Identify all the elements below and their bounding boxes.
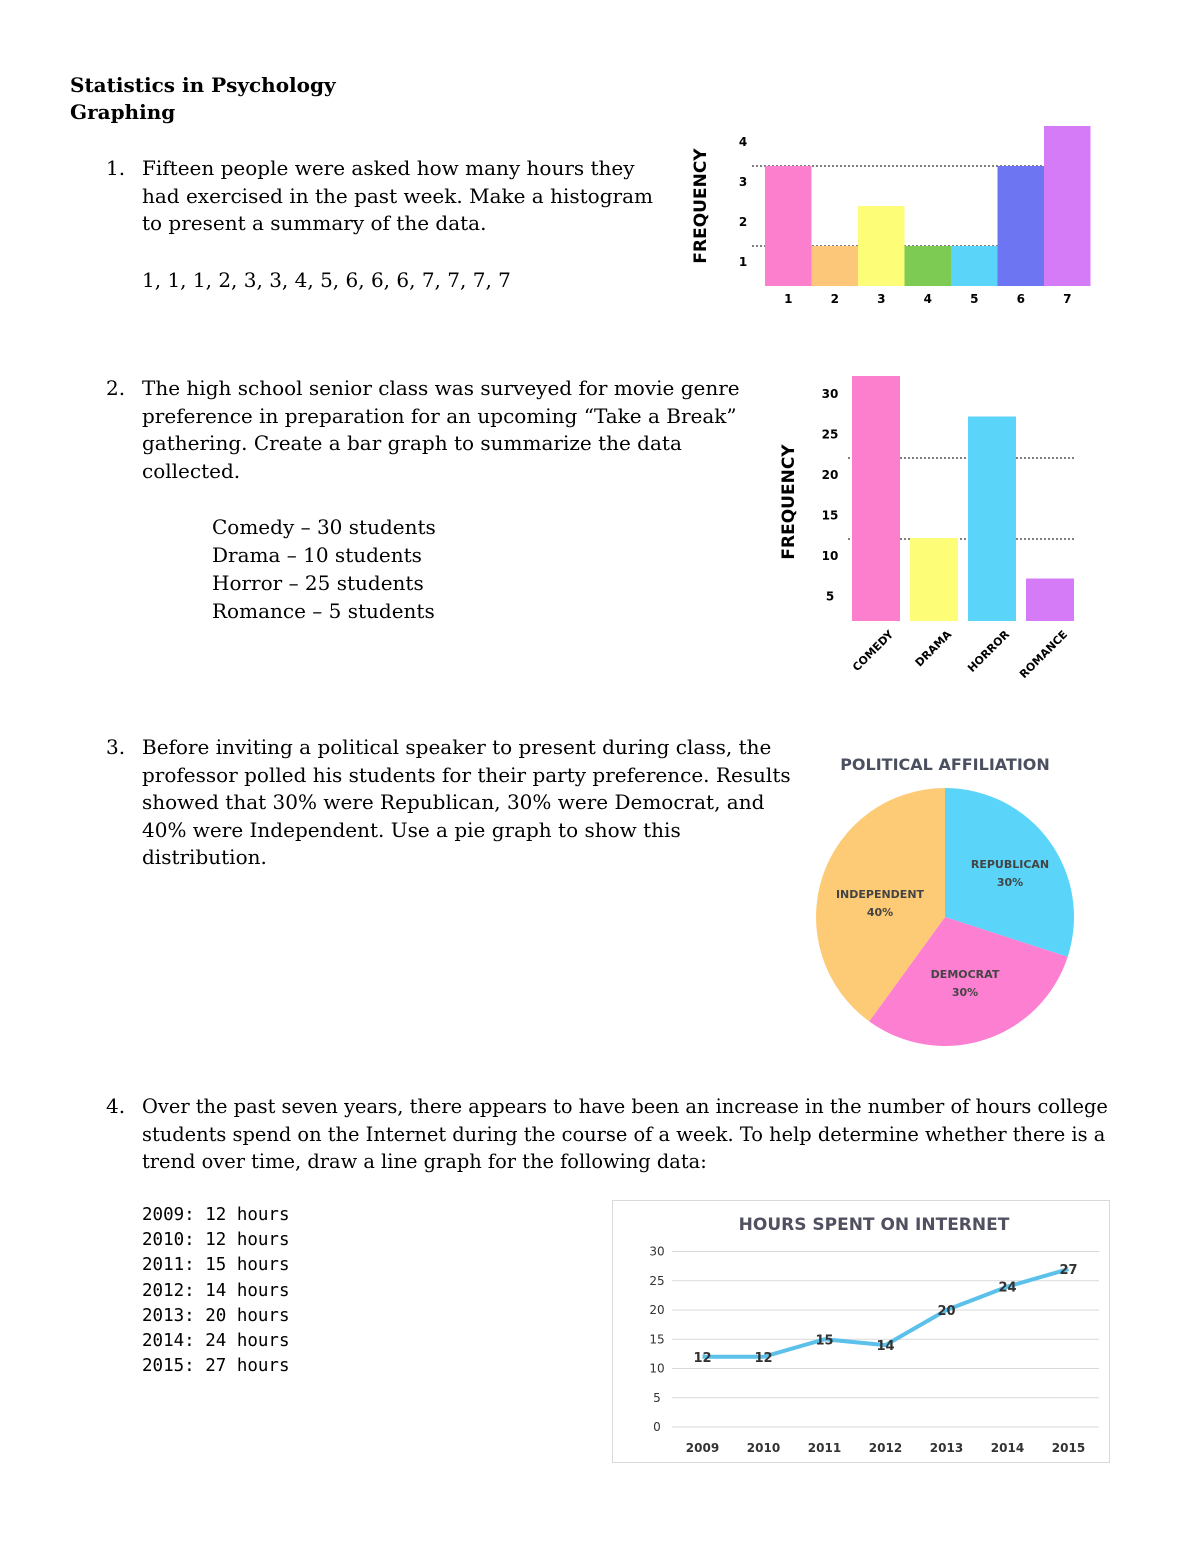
question-1-data	[142, 266, 511, 294]
x-tick-label: 7	[1063, 292, 1072, 306]
question-2	[106, 375, 740, 485]
y-tick-label: 30	[649, 1244, 665, 1259]
question-number: 3.	[106, 735, 126, 759]
x-tick-label: 2009	[685, 1441, 720, 1455]
y-tick-label: 3	[738, 175, 748, 189]
question-text-line: 40% were Independent. Use a pie graph to show this	[142, 817, 681, 842]
y-tick-label: 10	[821, 549, 839, 563]
data-label: 24	[998, 1280, 1017, 1296]
internet-hours-line: 2014: 24 hours	[142, 1331, 290, 1352]
data-label: 12	[693, 1350, 712, 1366]
y-tick-label: 20	[821, 468, 839, 482]
y-axis-label: FREQUENCY	[691, 148, 711, 264]
question-1	[106, 155, 653, 238]
question-text-line: students spend on the Internet during the course of a week. To help determine whether there is a	[142, 1122, 1106, 1146]
y-tick-label: 20	[649, 1303, 665, 1317]
data-label: 20	[937, 1304, 956, 1319]
x-tick-label: 2	[830, 292, 839, 306]
data-label: 15	[815, 1333, 834, 1349]
question-text-line: trend over time, draw a line graph for the following data:	[142, 1150, 707, 1173]
genre-data-line: Romance – 5 students	[212, 599, 435, 623]
pie-slice-label: DEMOCRAT	[930, 968, 1000, 981]
pie-slice-label: INDEPENDENT	[835, 888, 925, 901]
question-4-data	[142, 1203, 290, 1379]
y-tick-label: 5	[653, 1390, 661, 1405]
x-tick-label: 1	[784, 292, 793, 306]
question-text-line: professor polled his students for their party preference. Results	[142, 762, 791, 787]
y-tick-label: 1	[738, 255, 748, 269]
genre-bar	[852, 376, 900, 621]
question-number: 4.	[106, 1094, 126, 1118]
line-chart-title: HOURS SPENT ON INTERNET	[738, 1215, 1010, 1235]
y-tick-label: 2	[738, 215, 748, 229]
x-tick-label: 5	[970, 292, 979, 306]
y-tick-label: 5	[825, 589, 835, 604]
genre-data-line: Drama – 10 students	[212, 543, 422, 567]
question-text-line: gathering. Create a bar graph to summarize the data	[142, 431, 682, 455]
question-number: 1.	[106, 156, 126, 180]
x-tick-label: 2013	[929, 1441, 964, 1455]
genre-bar	[910, 538, 958, 621]
genre-data-line: Horror – 25 students	[212, 571, 424, 595]
exercise-histogram	[680, 120, 1100, 320]
histogram-bar	[858, 206, 905, 286]
histogram-bar	[998, 166, 1045, 286]
y-tick-label: 15	[649, 1332, 665, 1347]
y-tick-label: 15	[821, 508, 839, 523]
x-tick-label: 2012	[868, 1441, 903, 1455]
data-label: 12	[754, 1350, 773, 1366]
y-tick-label: 0	[653, 1420, 661, 1434]
x-tick-label: 3	[877, 292, 886, 306]
data-label: 27	[1059, 1263, 1078, 1279]
x-tick-label: DRAMA	[912, 627, 955, 670]
x-tick-label: COMEDY	[850, 627, 897, 675]
x-tick-label: HORROR	[965, 627, 1013, 675]
pie-slice-label: REPUBLICAN	[970, 858, 1050, 871]
pie-slice-percent: 40%	[866, 906, 894, 919]
y-tick-label: 10	[649, 1361, 665, 1376]
y-tick-label: 25	[649, 1273, 665, 1288]
topic-title: Graphing	[70, 100, 176, 124]
x-tick-label: 4	[923, 292, 932, 306]
x-tick-label: ROMANCE	[1017, 627, 1071, 682]
question-text-line: to present a summary of the data.	[142, 211, 487, 235]
question-text-line: Over the past seven years, there appears to have been an increase in the number of hours college	[142, 1095, 1108, 1118]
question-text-line: collected.	[142, 458, 241, 483]
internet-hours-line: 2015: 27 hours	[142, 1356, 290, 1377]
pie-title: POLITICAL AFFILIATION	[840, 755, 1050, 774]
question-text-line: showed that 30% were Republican, 30% were Democrat, and	[142, 790, 765, 814]
chart-frame	[613, 1201, 1110, 1463]
internet-hours-line: 2009: 12 hours	[142, 1205, 290, 1225]
histogram-bar	[1044, 126, 1091, 286]
genre-data-line: Comedy – 30 students	[212, 515, 436, 539]
x-tick-label: 2010	[746, 1441, 781, 1455]
internet-hours-line: 2013: 20 hours	[142, 1305, 290, 1326]
question-text-line: The high school senior class was surveyed for movie genre	[142, 376, 740, 400]
histogram-bar	[905, 246, 952, 286]
internet-line-chart	[612, 1200, 1112, 1465]
question-3	[106, 734, 791, 872]
question-4	[106, 1093, 1108, 1176]
document-heading	[70, 72, 336, 126]
genre-bar	[968, 417, 1016, 622]
question-text-line: Before inviting a political speaker to present during class, the	[142, 735, 772, 759]
question-text-line: Fifteen people were asked how many hours they	[142, 156, 635, 180]
genre-bar-chart	[770, 370, 1090, 690]
x-tick-label: 2014	[990, 1441, 1025, 1455]
course-title: Statistics in Psychology	[70, 73, 336, 97]
histogram-bar	[765, 166, 812, 286]
genre-bar	[1026, 579, 1074, 622]
data-label: 14	[876, 1339, 895, 1355]
question-2-data	[212, 513, 436, 625]
y-tick-label: 4	[738, 135, 748, 149]
x-tick-label: 2015	[1051, 1441, 1086, 1455]
question-number: 2.	[106, 376, 126, 400]
histogram-bar	[812, 246, 859, 286]
y-axis-label: FREQUENCY	[779, 444, 799, 560]
internet-hours-line: 2010: 12 hours	[142, 1230, 290, 1251]
internet-hours-line: 2011: 15 hours	[142, 1255, 290, 1276]
internet-hours-line: 2012: 14 hours	[142, 1280, 290, 1301]
exercise-hours-data: 1, 1, 1, 2, 3, 3, 4, 5, 6, 6, 6, 7, 7, 7, 7	[142, 268, 511, 292]
political-pie-chart	[805, 745, 1090, 1050]
question-text-line: distribution.	[142, 845, 267, 869]
y-tick-label: 25	[821, 427, 839, 442]
question-text-line: had exercised in the past week. Make a histogram	[142, 183, 653, 208]
question-text-line: preference in preparation for an upcoming “Take a Break”	[142, 403, 737, 428]
x-tick-label: 2011	[807, 1441, 842, 1455]
y-tick-label: 30	[821, 387, 839, 401]
pie-slice-percent: 30%	[996, 876, 1024, 889]
pie-slice-percent: 30%	[951, 986, 979, 999]
histogram-bar	[951, 246, 998, 286]
x-tick-label: 6	[1016, 292, 1025, 306]
